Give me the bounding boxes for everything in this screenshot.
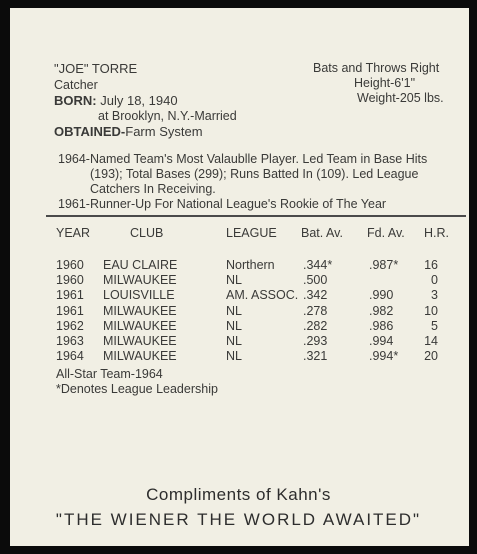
table-row bbox=[0, 273, 477, 289]
born-place: at Brooklyn, N.Y.-Married bbox=[98, 109, 237, 123]
cell-bat-av: .342 bbox=[303, 288, 328, 303]
cell-club: MILWAUKEE bbox=[103, 334, 177, 348]
table-row bbox=[0, 334, 477, 350]
cell-year: 1961 bbox=[56, 288, 84, 303]
born-label: BORN: bbox=[54, 93, 97, 108]
cell-league: NL bbox=[226, 273, 242, 288]
obtained-value: Farm System bbox=[125, 124, 203, 139]
header-league: LEAGUE bbox=[226, 226, 277, 240]
cell-year: 1960 bbox=[56, 273, 84, 288]
note-1964-line3: Catchers In Receiving. bbox=[90, 182, 216, 196]
note-1964-line2: (193); Total Bases (299); Runs Batted In (109). Led League bbox=[90, 167, 419, 181]
cell-league: Northern bbox=[226, 258, 275, 272]
cell-year: 1963 bbox=[56, 334, 84, 348]
cell-club: MILWAUKEE bbox=[103, 273, 177, 288]
header-fd-av: Fd. Av. bbox=[367, 226, 405, 240]
cell-hr: 0 bbox=[431, 273, 438, 288]
table-row bbox=[0, 304, 477, 320]
cell-fd-av: .987* bbox=[369, 258, 399, 272]
note-1961: 1961-Runner-Up For National League's Rookie of The Year bbox=[58, 197, 387, 211]
cell-club: LOUISVILLE bbox=[103, 288, 175, 303]
cell-bat-av: .500 bbox=[303, 273, 328, 288]
header-club: CLUB bbox=[130, 226, 164, 240]
cell-club: MILWAUKEE bbox=[103, 349, 177, 364]
cell-hr: 5 bbox=[431, 318, 438, 333]
cell-bat-av: .282 bbox=[303, 318, 328, 333]
note-1964-line1: 1964-Named Team's Most Valaublle Player. Led Team in Base Hits bbox=[58, 152, 428, 166]
cell-club: MILWAUKEE bbox=[103, 318, 177, 333]
all-star-note: All-Star Team-1964 bbox=[56, 367, 163, 381]
table-row bbox=[0, 288, 477, 304]
cell-fd-av: .982 bbox=[369, 303, 394, 318]
cell-year: 1962 bbox=[56, 318, 84, 333]
cell-league: AM. ASSOC. bbox=[226, 288, 299, 303]
cell-bat-av: .293 bbox=[303, 334, 328, 348]
cell-bat-av: .321 bbox=[303, 349, 328, 364]
table-row bbox=[0, 349, 477, 365]
cell-bat-av: .344* bbox=[303, 258, 333, 272]
header-bat-av: Bat. Av. bbox=[301, 226, 343, 240]
obtained-line bbox=[54, 124, 203, 139]
cell-fd-av: .990 bbox=[369, 288, 394, 303]
cell-year: 1961 bbox=[56, 303, 84, 318]
sponsor-line: Compliments of Kahn's bbox=[146, 485, 331, 504]
slogan-line: "THE WIENER THE WORLD AWAITED" bbox=[55, 510, 422, 529]
header-hr: H.R. bbox=[424, 226, 449, 240]
cell-year: 1960 bbox=[56, 258, 84, 272]
player-position: Catcher bbox=[54, 78, 98, 92]
bats-throws: Bats and Throws Right bbox=[313, 61, 440, 75]
cell-league: NL bbox=[226, 349, 242, 364]
cell-hr: 14 bbox=[424, 334, 438, 348]
cell-club: MILWAUKEE bbox=[103, 303, 177, 318]
cell-league: NL bbox=[226, 303, 242, 318]
weight: Weight-205 lbs. bbox=[357, 91, 444, 105]
divider-rule bbox=[46, 215, 466, 217]
cell-bat-av: .278 bbox=[303, 303, 328, 318]
league-leadership-legend: *Denotes League Leadership bbox=[56, 382, 218, 396]
cell-club: EAU CLAIRE bbox=[103, 258, 178, 272]
cell-hr: 3 bbox=[431, 288, 438, 303]
cell-hr: 20 bbox=[424, 349, 438, 364]
cell-league: NL bbox=[226, 334, 242, 348]
cell-fd-av: .994 bbox=[369, 334, 394, 348]
cell-year: 1964 bbox=[56, 349, 84, 364]
cell-league: NL bbox=[226, 318, 242, 333]
player-name: "JOE" TORRE bbox=[54, 61, 138, 76]
cell-fd-av: .986 bbox=[369, 318, 394, 333]
table-row bbox=[0, 258, 477, 274]
cell-hr: 10 bbox=[424, 303, 438, 318]
born-line bbox=[54, 93, 178, 108]
cell-fd-av: .994* bbox=[369, 349, 399, 364]
cell-hr: 16 bbox=[424, 258, 438, 272]
height: Height-6'1" bbox=[354, 76, 416, 90]
born-date: July 18, 1940 bbox=[100, 93, 178, 108]
table-row bbox=[0, 319, 477, 335]
header-year: YEAR bbox=[56, 226, 91, 240]
obtained-label: OBTAINED- bbox=[54, 124, 126, 139]
